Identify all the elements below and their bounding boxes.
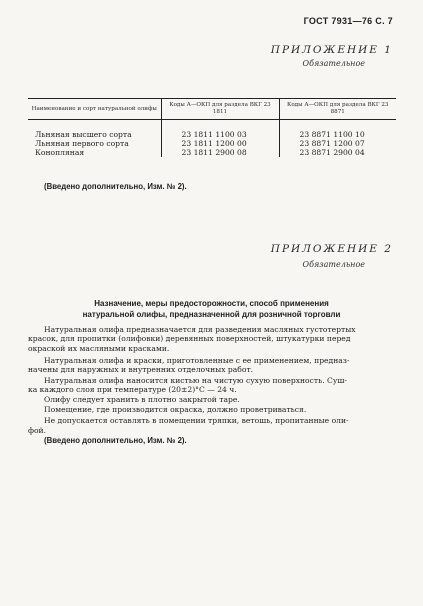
table-cell: 23 1811 1200 00 <box>161 139 279 148</box>
body-line: окраской их масляными красками. <box>28 344 170 353</box>
table-cell: Конопляная <box>35 148 85 157</box>
table-cell: 23 8871 1100 10 <box>279 120 396 140</box>
body-line: Не допускается оставлять в помещении тряпки, ветошь, пропитанные оли- <box>44 416 349 425</box>
body-line: Помещение, где производится окраска, должно проветриваться. <box>44 405 307 414</box>
table-header-row <box>28 99 396 120</box>
table-cell: 23 8871 2900 04 <box>279 148 396 157</box>
table-cell: Льняная высшего сорта <box>35 130 132 139</box>
section-title-line-2: натуральной олифы, предназначенной для розничной торговли <box>82 310 341 319</box>
table-row <box>28 139 396 148</box>
table-cell: Льняная первого сорта <box>35 139 129 148</box>
body-line: Натуральная олифа и краски, приготовленные с ее применением, предназ- <box>44 356 350 365</box>
column-header: Коды А—ОКП для раздела ВКГ 23 8871 <box>279 99 396 120</box>
table-row <box>28 148 396 157</box>
amendment-note-2: (Введено дополнительно, Изм. № 2). <box>44 436 187 445</box>
appendix-1-subtitle: Обязательное <box>302 59 365 68</box>
body-line: Натуральная олифа предназначается для разведения масляных густотертых <box>44 325 356 334</box>
table-cell: 23 1811 2900 08 <box>161 148 279 157</box>
appendix-1-title: ПРИЛОЖЕНИЕ 1 <box>270 44 393 56</box>
appendix-2-title: ПРИЛОЖЕНИЕ 2 <box>270 243 393 255</box>
body-line: начены для наружных и внутренних отделочных работ. <box>28 365 254 374</box>
body-line: Олифу следует хранить в плотно закрытой таре. <box>44 395 240 404</box>
page-header: ГОСТ 7931—76 С. 7 <box>303 16 393 26</box>
appendix-2-subtitle: Обязательное <box>302 260 365 269</box>
amendment-note-1: (Введено дополнительно, Изм. № 2). <box>44 182 187 191</box>
body-line: Натуральная олифа наносится кистью на чистую сухую поверхность. Суш- <box>44 376 347 385</box>
codes-table <box>28 98 396 157</box>
body-line: красок, для пропитки (олифовки) деревянных поверхностей, штукатурки перед <box>28 334 351 343</box>
table-row <box>28 120 396 140</box>
column-header: Коды А—ОКП для раздела ВКГ 23 1811 <box>161 99 279 120</box>
body-line: ка каждого слоя при температуре (20±2)°С — 24 ч. <box>28 385 237 394</box>
section-title-line-1: Назначение, меры предосторожности, способ применения <box>94 299 329 308</box>
table-cell: 23 8871 1200 07 <box>279 139 396 148</box>
body-line: фой. <box>28 426 46 435</box>
column-header: Наименование и сорт натуральной олифы <box>28 99 161 120</box>
table-cell: 23 1811 1100 03 <box>161 120 279 140</box>
